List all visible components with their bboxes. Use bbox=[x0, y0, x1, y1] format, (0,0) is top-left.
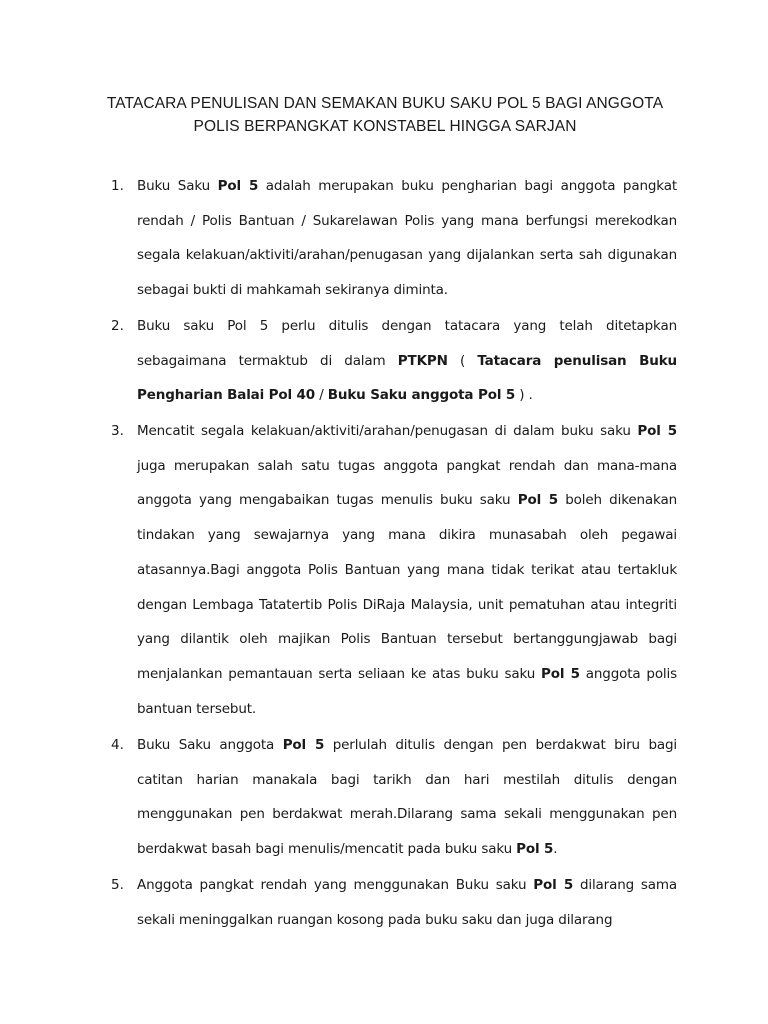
bold-run: Pol 5 bbox=[516, 841, 554, 858]
list-item-text bbox=[137, 169, 677, 308]
list-item-text bbox=[137, 868, 677, 937]
text-run: Buku Saku bbox=[137, 178, 218, 194]
text-run: perlulah ditulis dengan pen berdakwat biru bagi catitan harian manakala bagi tarikh dan hari mestilah ditulis dengan menggunakan pen berdakwat merah.Dilarang sama sekali menggunakan pen berdakwat basah bagi menulis/mencatit pada buku saku bbox=[137, 737, 678, 858]
list-item-text bbox=[137, 414, 677, 726]
bold-run: Pol 5 bbox=[541, 665, 580, 682]
text-run: / bbox=[315, 387, 328, 404]
list-item-text bbox=[137, 309, 677, 413]
text-run: . bbox=[553, 841, 558, 858]
title-line-1: TATACARA PENULISAN DAN SEMAKAN BUKU SAKU POL 5 BAGI ANGGOTA bbox=[106, 95, 664, 112]
bold-run: PTKPN bbox=[397, 352, 448, 369]
text-run: Anggota pangkat rendah yang menggunakan Buku saku bbox=[137, 877, 534, 893]
bold-run: Pol 5 bbox=[533, 877, 574, 893]
text-run: Buku saku Pol 5 perlu ditulis dengan tatacara yang telah ditetapkan sebagaimana termaktub di dalam bbox=[137, 318, 677, 369]
text-run: ) . bbox=[515, 387, 533, 404]
list-item-number: 4. bbox=[111, 737, 124, 753]
list-item-number: 2. bbox=[111, 318, 124, 334]
list-item-number: 5. bbox=[111, 877, 124, 893]
bold-run: Pol 5 bbox=[217, 178, 259, 194]
text-run: juga merupakan salah satu tugas anggota pangkat rendah dan mana-mana anggota yang mengabaikan tugas menulis buku saku bbox=[137, 457, 677, 509]
text-run: ( bbox=[447, 352, 478, 369]
bold-run: Pol 5 bbox=[282, 737, 325, 753]
text-run: dilarang sama sekali meninggalkan ruangan kosong pada buku saku dan juga dilarang bbox=[137, 877, 678, 928]
list-item-number: 1. bbox=[111, 178, 124, 194]
bold-run: Pol 5 bbox=[637, 423, 677, 439]
text-run: boleh dikenakan tindakan yang sewajarnya yang mana dikira munasabah oleh pegawai atasannya.Bagi anggota Polis Bantuan yang mana tidak terikat atau tertakluk dengan Lembaga Tatatertib Polis DiRaja Malaysia, unit pematuhan atau integriti yang dilantik oleh majikan Polis Bantuan tersebut bertanggungjawab bagi menjalankan pemantauan serta seliaan ke atas buku saku bbox=[137, 492, 678, 682]
text-run: anggota polis bantuan tersebut. bbox=[137, 665, 678, 717]
list-item-text bbox=[137, 728, 677, 867]
bold-run: Tatacara penulisan Buku Pengharian Balai Pol 40 bbox=[137, 352, 678, 404]
list-item-number: 3. bbox=[111, 423, 124, 439]
bold-run: Pol 5 bbox=[517, 492, 558, 509]
title-line-2: POLIS BERPANGKAT KONSTABEL HINGGA SARJAN bbox=[193, 118, 577, 135]
document-title bbox=[95, 92, 675, 138]
text-run: Mencatit segala kelakuan/aktiviti/arahan/penugasan di dalam buku saku bbox=[137, 423, 638, 439]
text-run: adalah merupakan buku pengharian bagi anggota pangkat rendah / Polis Bantuan / Sukarelawan Polis yang mana berfungsi merekodkan segala kelakuan/aktiviti/arahan/penugasan yang dijalankan serta sah digunakan sebagai bukti di mahkamah sekiranya diminta. bbox=[137, 178, 678, 299]
bold-run: Buku Saku anggota Pol 5 bbox=[327, 387, 516, 404]
text-run: Buku Saku anggota bbox=[137, 737, 283, 753]
